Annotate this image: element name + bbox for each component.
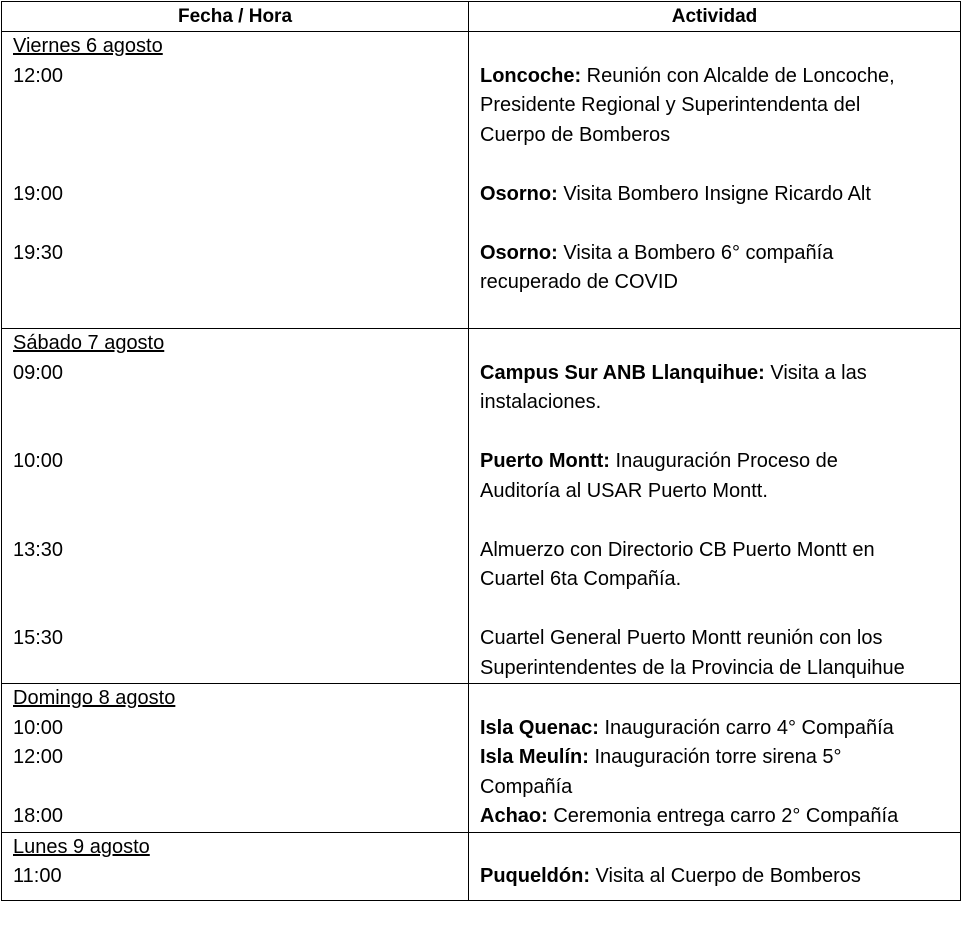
day-activities-cell (469, 684, 961, 833)
activity-line (469, 862, 960, 892)
activity-line (469, 802, 960, 832)
day-row (2, 329, 961, 684)
activity-text: Inauguración carro 4° Compañía (598, 716, 894, 739)
activity-text: Ceremonia entrega carro 2° Compañía (547, 805, 899, 827)
time: 10:00 (13, 450, 64, 472)
day-date: Lunes 9 agosto (13, 835, 150, 858)
time: 11:00 (13, 865, 62, 887)
activity-line (469, 743, 960, 773)
activity-line (469, 239, 960, 269)
activity-place: Loncoche: (480, 64, 582, 87)
activity-line: Cuartel General Puerto Montt reunión con los (480, 627, 883, 649)
activity-line: Compañía (480, 775, 573, 798)
activity-line: Superintendentes de la Provincia de Llanquihue (480, 656, 905, 679)
activity-line: Auditoría al USAR Puerto Montt. (480, 479, 768, 502)
activity-text: Reunión con Alcalde de Loncoche, (581, 64, 895, 87)
activity-line: Cuerpo de Bomberos (480, 123, 671, 146)
day-times-cell (2, 32, 469, 329)
time: 19:00 (13, 182, 64, 205)
day-times-cell (2, 329, 469, 684)
time: 12:00 (13, 746, 64, 768)
header-actividad: Actividad (469, 2, 961, 32)
time: 15:30 (13, 627, 64, 649)
activity-place: Achao: (480, 805, 548, 827)
day-row (2, 32, 961, 329)
activity-text: Visita Bombero Insigne Ricardo Alt (557, 182, 871, 205)
day-row (2, 684, 961, 833)
day-date: Viernes 6 agosto (13, 35, 163, 57)
day-activities-cell (469, 832, 961, 900)
time: 10:00 (13, 716, 64, 739)
activity-place: Osorno: (480, 241, 558, 264)
time: 18:00 (13, 805, 64, 827)
activity-text: Visita al Cuerpo de Bomberos (589, 865, 861, 887)
time: 19:30 (13, 241, 64, 264)
day-date: Domingo 8 agosto (13, 687, 176, 709)
day-activities-cell (469, 329, 961, 684)
activity-line (469, 180, 960, 210)
day-date: Sábado 7 agosto (13, 332, 165, 354)
activity-line: instalaciones. (480, 391, 602, 413)
activity-text: Inauguración Proceso de (609, 450, 838, 472)
activity-line: Almuerzo con Directorio CB Puerto Montt en (480, 538, 875, 561)
activity-place: Isla Meulín: (480, 746, 589, 768)
time: 13:30 (13, 538, 64, 561)
activity-text: Inauguración torre sirena 5° (588, 746, 842, 768)
day-times-cell (2, 832, 469, 900)
activity-place: Isla Quenac: (480, 716, 599, 739)
activity-line (469, 62, 960, 92)
activity-line (469, 714, 960, 744)
activity-place: Osorno: (480, 182, 558, 205)
activity-text: Visita a Bombero 6° compañía (557, 241, 834, 264)
activity-line (469, 359, 960, 389)
activity-line: Cuartel 6ta Compañía. (480, 568, 682, 590)
day-row (2, 832, 961, 900)
activity-line: recuperado de COVID (480, 271, 678, 293)
activity-text: Visita a las (764, 361, 867, 384)
header-row (2, 2, 961, 32)
activity-place: Puqueldón: (480, 865, 590, 887)
day-times-cell (2, 684, 469, 833)
activity-line (469, 447, 960, 477)
time: 09:00 (13, 361, 64, 384)
activity-place: Puerto Montt: (480, 450, 610, 472)
day-activities-cell (469, 32, 961, 329)
activity-place: Campus Sur ANB Llanquihue: (480, 361, 765, 384)
schedule-table (1, 1, 961, 901)
header-fecha-hora: Fecha / Hora (2, 2, 469, 32)
activity-line: Presidente Regional y Superintendenta del (480, 94, 861, 116)
time: 12:00 (13, 64, 64, 87)
